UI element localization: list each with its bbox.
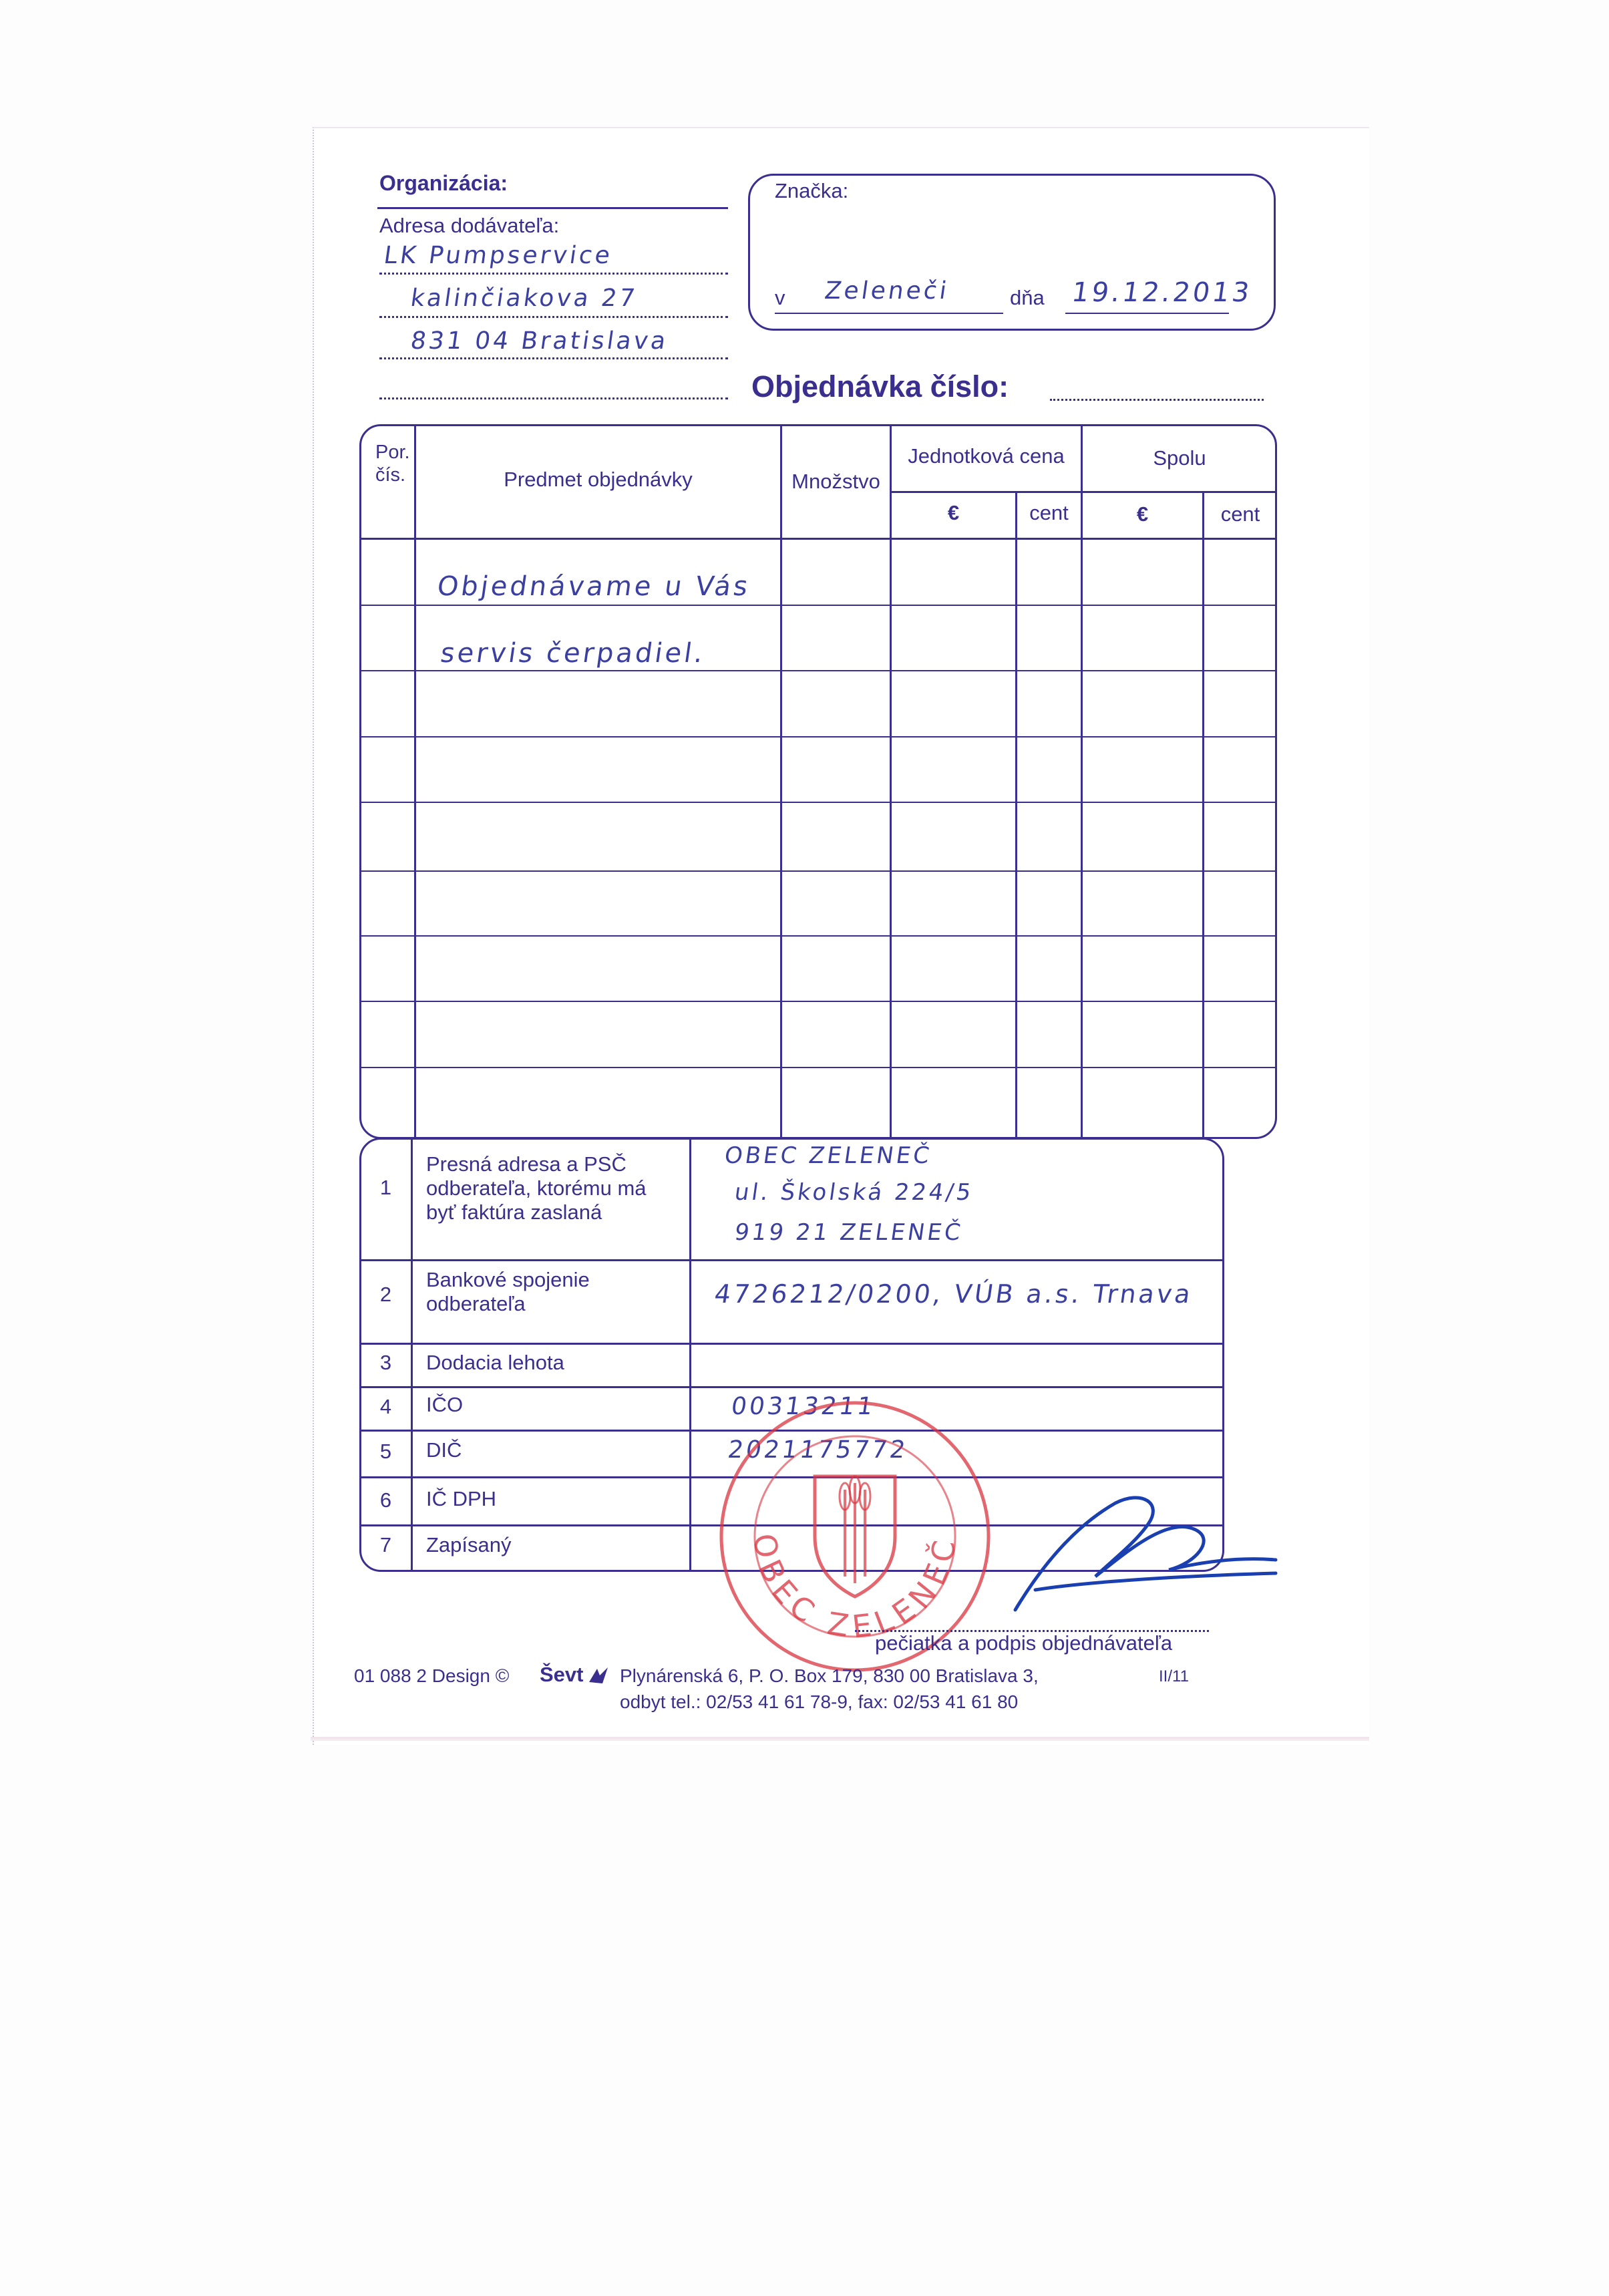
publisher-address-1: Plynárenská 6, P. O. Box 179, 830 00 Bratislava 3, (620, 1665, 1039, 1686)
info-col-divider-label (689, 1138, 691, 1572)
info-row-4-label: IČO (426, 1393, 464, 1416)
sevt-logo-icon (588, 1666, 610, 1685)
date-underline (1065, 313, 1229, 314)
info-row-2-value: 4726212/0200, VÚB a.s. Trnava (712, 1279, 1196, 1309)
date-value: 19.12.2013 (1069, 277, 1254, 308)
total-cent-header: cent (1220, 502, 1260, 526)
supplier-line-4-dots (379, 397, 728, 399)
supplier-line-2-dots (379, 316, 728, 318)
info-row-1-value-2: ul. Školská 224/5 (733, 1179, 976, 1206)
order-number-dots (1050, 399, 1264, 401)
signature (995, 1476, 1289, 1623)
total-eur-header: € (1136, 502, 1149, 526)
row-line (359, 1001, 1277, 1002)
col-divider-total-cent (1202, 491, 1204, 1139)
col-divider-unit-cent (1015, 491, 1017, 1139)
info-row-1-no: 1 (379, 1176, 392, 1199)
info-row-4-no: 4 (379, 1395, 392, 1418)
supplier-line-3-dots (379, 357, 728, 359)
unit-eur-header: € (947, 501, 960, 524)
signature-caption: pečiatka a podpis objednávateľa (875, 1631, 1173, 1655)
info-row-line (359, 1343, 1224, 1345)
col-header-quantity: Množstvo (791, 470, 880, 493)
info-row-1-value-3: 919 21 ZELENEČ (733, 1219, 965, 1246)
info-row-5-value: 2021175772 (726, 1436, 910, 1464)
mark-label: Značka: (775, 179, 849, 202)
stamp-text: OBEC ZELENEČ (746, 1531, 964, 1645)
item-line-2: servis čerpadiel. (438, 638, 708, 669)
items-table (359, 424, 1277, 1139)
col-divider-unit-total (1081, 424, 1083, 1139)
row-line (359, 605, 1277, 606)
supplier-name: LK Pumpservice (382, 242, 614, 269)
price-subheader-line (890, 491, 1277, 493)
place-underline (775, 313, 1003, 314)
info-row-3-label: Dodacia lehota (426, 1351, 564, 1374)
supplier-street: kalinčiakova 27 (409, 285, 640, 312)
row-line (359, 802, 1277, 803)
col-header-unit-price: Jednotková cena (908, 444, 1065, 468)
row-line (359, 935, 1277, 937)
row-line (359, 1067, 1277, 1068)
info-row-2-label: Bankové spojenie odberateľa (426, 1268, 590, 1315)
col-divider-subject (780, 424, 782, 1139)
row-line (359, 870, 1277, 872)
supplier-line-1-dots (379, 273, 728, 275)
date-label: dňa (1010, 286, 1045, 309)
info-row-7-no: 7 (379, 1533, 392, 1556)
sevt-logo: Ševt (540, 1663, 584, 1686)
unit-cent-header: cent (1029, 501, 1069, 524)
sheet-bottom-edge (311, 1737, 1369, 1741)
place-value: Zeleneči (823, 277, 951, 305)
place-prefix: v (775, 286, 785, 309)
row-line (359, 736, 1277, 737)
form-version: II/11 (1159, 1667, 1189, 1685)
row-line (359, 670, 1277, 671)
info-row-6-label: IČ DPH (426, 1487, 497, 1510)
organization-label: Organizácia: (379, 171, 508, 195)
form-code: 01 088 2 Design © (354, 1665, 510, 1686)
info-row-7-label: Zapísaný (426, 1533, 512, 1556)
supplier-address-label: Adresa dodávateľa: (379, 214, 560, 237)
info-row-6-no: 6 (379, 1488, 392, 1512)
info-row-4-value: 00313211 (729, 1393, 878, 1420)
info-row-1-label: Presná adresa a PSČ odberateľa, ktorému má byť faktúra zaslaná (426, 1152, 647, 1224)
col-header-total: Spolu (1153, 446, 1206, 470)
col-header-no: Por. čís. (375, 442, 410, 486)
col-divider-quantity (890, 424, 892, 1139)
info-row-line (359, 1259, 1224, 1261)
info-row-3-no: 3 (379, 1351, 392, 1374)
info-row-5-label: DIČ (426, 1438, 462, 1462)
item-line-1: Objednávame u Vás (435, 571, 753, 602)
info-col-divider-no (411, 1138, 413, 1572)
col-header-subject: Predmet objednávky (504, 468, 693, 491)
organization-underline (377, 207, 728, 209)
order-number-label: Objednávka číslo: (751, 369, 1009, 403)
info-row-2-no: 2 (379, 1283, 392, 1306)
supplier-city: 831 04 Bratislava (409, 327, 671, 355)
header-bottom-line (359, 538, 1277, 540)
info-row-5-no: 5 (379, 1440, 392, 1463)
col-divider-no (414, 424, 416, 1139)
info-row-1-value-1: OBEC ZELENEČ (723, 1142, 934, 1169)
publisher-address-2: odbyt tel.: 02/53 41 61 78-9, fax: 02/53 41 61 80 (620, 1691, 1019, 1712)
info-row-line (359, 1386, 1224, 1388)
